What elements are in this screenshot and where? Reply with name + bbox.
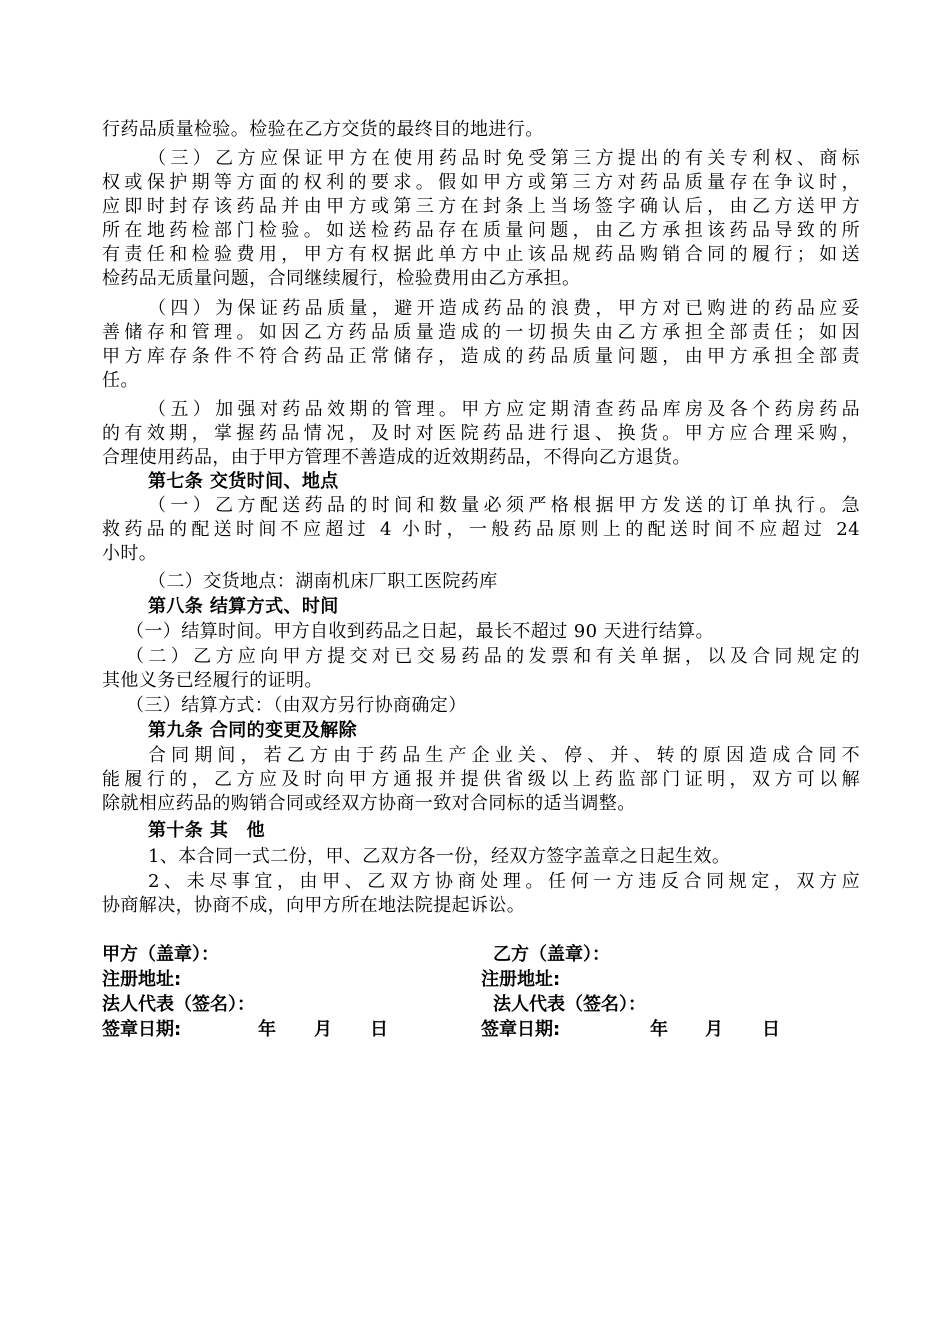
party-a-date-year: 年 xyxy=(258,1019,276,1040)
paragraph-line: 其他义务已经履行的证明。 xyxy=(102,670,323,691)
party-b-date-label: 签章日期: xyxy=(481,1019,561,1040)
paragraph-line: 所在地药检部门检验。如送检药品存在质量问题，由乙方承担该药品导致的所 xyxy=(102,220,860,241)
paragraph-line: 救药品的配送时间不应超过 4 小时，一般药品原则上的配送时间不应超过 24 xyxy=(102,519,860,540)
party-a-date-month: 月 xyxy=(314,1019,332,1040)
paragraph-line: 小时。 xyxy=(102,543,158,564)
party-b-date-month: 月 xyxy=(705,1019,723,1040)
paragraph-line: 合同期间，若乙方由于药品生产企业关、停、并、转的原因造成合同不 xyxy=(148,745,860,766)
paragraph-line: 合理使用药品，由于甲方管理不善造成的近效期药品，不得向乙方退货。 xyxy=(102,447,691,468)
paragraph-line: 行药品质量检验。检验在乙方交货的最终目的地进行。 xyxy=(102,119,544,140)
paragraph-line: 协商解决，协商不成，向甲方所在地法院提起诉讼。 xyxy=(102,895,526,916)
paragraph-line: 权或保护期等方面的权利的要求。假如甲方或第三方对药品质量存在争议时， xyxy=(102,172,860,193)
paragraph-line: （三）结算方式：（由双方另行协商确定） xyxy=(126,695,467,716)
paragraph-line: 1、本合同一式二份，甲、乙双方各一份，经双方签字盖章之日起生效。 xyxy=(148,846,731,867)
paragraph-line: 能履行的，乙方应及时向甲方通报并提供省级以上药监部门证明，双方可以解 xyxy=(102,769,860,790)
paragraph-line: 应即时封存该药品并由甲方或第三方在封条上当场签字确认后，由乙方送甲方 xyxy=(102,196,860,217)
section-heading: 第七条 交货时间、地点 xyxy=(148,471,339,492)
party-b-address-label: 注册地址: xyxy=(481,969,561,990)
party-a-representative-label: 法人代表（签名）： xyxy=(102,994,255,1015)
party-b-seal-label: 乙方（盖章）： xyxy=(493,944,610,965)
paragraph-line: （三）乙方应保证甲方在使用药品时免受第三方提出的有关专利权、商标 xyxy=(148,148,860,169)
section-heading: 第九条 合同的变更及解除 xyxy=(148,720,358,741)
paragraph-line: 任。 xyxy=(102,370,139,391)
party-a-seal-label: 甲方（盖章）： xyxy=(102,944,219,965)
paragraph-line: 甲方库存条件不符合药品正常储存，造成的药品质量问题，由甲方承担全部责 xyxy=(102,346,860,367)
party-b-representative-label: 法人代表（签名）： xyxy=(493,994,646,1015)
paragraph-line: 2、未尽事宜，由甲、乙双方协商处理。任何一方违反合同规定，双方应 xyxy=(148,871,860,892)
party-a-date-label: 签章日期: xyxy=(102,1019,182,1040)
paragraph-line: 的有效期，掌握药品情况，及时对医院药品进行退、换货。甲方应合理采购， xyxy=(102,423,860,444)
party-a-date-day: 日 xyxy=(370,1019,388,1040)
paragraph-line: （四）为保证药品质量，避开造成药品的浪费，甲方对已购进的药品应妥 xyxy=(148,298,860,319)
paragraph-line: （一）结算时间。甲方自收到药品之日起，最长不超过 90 天进行结算。 xyxy=(126,621,714,642)
paragraph-line: 有责任和检验费用，甲方有权据此单方中止该品规药品购销合同的履行；如送 xyxy=(102,244,860,265)
paragraph-line: （五）加强对药品效期的管理。甲方应定期清查药品库房及各个药房药品 xyxy=(148,399,860,420)
paragraph-line: （二）乙方应向甲方提交对已交易药品的发票和有关单据，以及合同规定的 xyxy=(126,646,860,667)
section-heading: 第八条 结算方式、时间 xyxy=(148,596,339,617)
party-b-date-year: 年 xyxy=(650,1019,668,1040)
paragraph-line: （一）乙方配送药品的时间和数量必须严格根据甲方发送的订单执行。急 xyxy=(148,495,860,516)
party-b-date-day: 日 xyxy=(762,1019,780,1040)
paragraph-line: 检药品无质量问题，合同继续履行，检验费用由乙方承担。 xyxy=(102,268,581,289)
paragraph-line: （二）交货地点：湖南机床厂职工医院药库 xyxy=(148,571,498,592)
paragraph-line: 除就相应药品的购销合同或经双方协商一致对合同标的适当调整。 xyxy=(102,793,636,814)
section-heading: 第十条 其 他 xyxy=(148,820,266,841)
paragraph-line: 善储存和管理。如因乙方药品质量造成的一切损失由乙方承担全部责任；如因 xyxy=(102,322,860,343)
party-a-address-label: 注册地址: xyxy=(102,969,182,990)
